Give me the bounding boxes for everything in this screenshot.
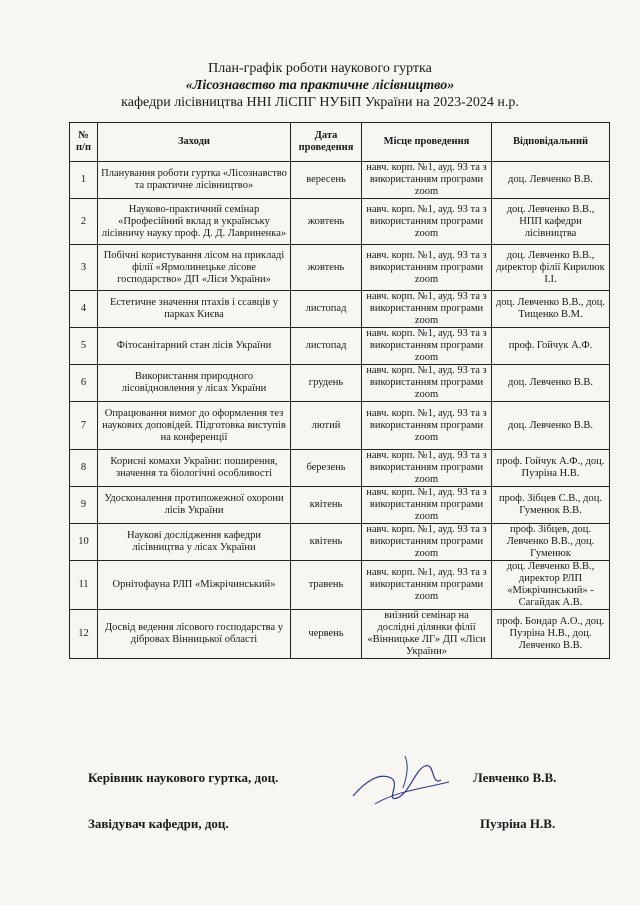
table-row <box>70 524 610 561</box>
head-name: Левченко В.В. <box>473 770 557 785</box>
row-responsible: доц. Левченко В.В. <box>492 162 610 199</box>
row-responsible: доц. Левченко В.В., директор РЛП «Міжрічинський» - Сагайдак А.В. <box>492 561 610 610</box>
row-date: листопад <box>291 291 362 328</box>
row-number: 10 <box>70 524 98 561</box>
table-row <box>70 199 610 245</box>
row-date: квітень <box>291 487 362 524</box>
row-event: Науково-практичний семінар «Професійний вклад в українську лісівничу науку проф. Д. Д. Лавриненка» <box>98 199 291 245</box>
row-place: навч. корп. №1, ауд. 93 та з використанням програми zoom <box>362 199 492 245</box>
title-line-2: «Лісознавство та практичне лісівництво» <box>185 78 455 93</box>
title-line-1: План-графік роботи наукового гуртка <box>208 61 432 76</box>
row-date: листопад <box>291 328 362 365</box>
handwritten-signature <box>345 752 455 812</box>
table-row <box>70 487 610 524</box>
row-event: Використання природного лісовідновлення у лісах України <box>98 365 291 402</box>
row-number: 3 <box>70 245 98 291</box>
column-header-place: Місце проведення <box>362 123 492 162</box>
table-header-row <box>70 123 610 162</box>
row-responsible: проф. Гойчук А.Ф., доц. Пузріна Н.В. <box>492 450 610 487</box>
table-row <box>70 291 610 328</box>
row-responsible: проф. Зібцев С.В., доц. Гуменюк В.В. <box>492 487 610 524</box>
row-date: березень <box>291 450 362 487</box>
row-place: навч. корп. №1, ауд. 93 та з використанням програми zoom <box>362 328 492 365</box>
row-number: 7 <box>70 402 98 450</box>
table-row <box>70 610 610 659</box>
table-row <box>70 450 610 487</box>
row-date: жовтень <box>291 199 362 245</box>
row-responsible: доц. Левченко В.В., директор філії Кирилюк І.І. <box>492 245 610 291</box>
row-responsible: проф. Бондар А.О., доц. Пузріна Н.В., доц. Левченко В.В. <box>492 610 610 659</box>
head-title: Керівник наукового гуртка, доц. <box>88 770 279 785</box>
row-date: лютий <box>291 402 362 450</box>
row-place: навч. корп. №1, ауд. 93 та з використанням програми zoom <box>362 450 492 487</box>
row-date: травень <box>291 561 362 610</box>
row-date: вересень <box>291 162 362 199</box>
chair-name: Пузріна Н.В. <box>480 816 556 831</box>
row-event: Побічні користування лісом на прикладі філії «Ярмолинецьке лісове господарство» ДП «Ліси України» <box>98 245 291 291</box>
row-event: Фітосанітарний стан лісів України <box>98 328 291 365</box>
row-date: грудень <box>291 365 362 402</box>
row-place: навч. корп. №1, ауд. 93 та з використанням програми zoom <box>362 162 492 199</box>
title-line-3: кафедри лісівництва ННІ ЛіСПГ НУБіП України на 2023-2024 н.р. <box>121 95 519 110</box>
table-row <box>70 561 610 610</box>
row-number: 12 <box>70 610 98 659</box>
row-date: жовтень <box>291 245 362 291</box>
schedule-table <box>69 122 610 659</box>
row-responsible: проф. Гойчук А.Ф. <box>492 328 610 365</box>
column-header-number: № п/п <box>70 123 98 162</box>
column-header-responsible: Відповідальний <box>492 123 610 162</box>
row-number: 11 <box>70 561 98 610</box>
row-event: Естетичне значення птахів і ссавців у парках Києва <box>98 291 291 328</box>
row-place: навч. корп. №1, ауд. 93 та з використанням програми zoom <box>362 402 492 450</box>
table-row <box>70 162 610 199</box>
row-place: навч. корп. №1, ауд. 93 та з використанням програми zoom <box>362 561 492 610</box>
row-event: Наукові дослідження кафедри лісівництва у лісах України <box>98 524 291 561</box>
column-header-event: Заходи <box>98 123 291 162</box>
row-number: 1 <box>70 162 98 199</box>
row-event: Планування роботи гуртка «Лісознавство та практичне лісівництво» <box>98 162 291 199</box>
row-place: навч. корп. №1, ауд. 93 та з використанням програми zoom <box>362 524 492 561</box>
row-place: навч. корп. №1, ауд. 93 та з використанням програми zoom <box>362 487 492 524</box>
row-date: червень <box>291 610 362 659</box>
row-place: виїзний семінар на дослідні ділянки філії «Вінницьке ЛГ» ДП «Ліси України» <box>362 610 492 659</box>
row-responsible: доц. Левченко В.В. <box>492 402 610 450</box>
row-date: квітень <box>291 524 362 561</box>
row-number: 5 <box>70 328 98 365</box>
table-row <box>70 402 610 450</box>
column-header-date: Дата проведення <box>291 123 362 162</box>
row-place: навч. корп. №1, ауд. 93 та з використанням програми zoom <box>362 365 492 402</box>
row-number: 4 <box>70 291 98 328</box>
row-event: Опрацювання вимог до оформлення тез наукових доповідей. Підготовка виступів на конференції <box>98 402 291 450</box>
table-row <box>70 328 610 365</box>
row-responsible: проф. Зібцев, доц. Левченко В.В., доц. Гуменюк <box>492 524 610 561</box>
row-event: Орнітофауна РЛП «Міжрічинський» <box>98 561 291 610</box>
row-number: 8 <box>70 450 98 487</box>
row-responsible: доц. Левченко В.В., доц. Тищенко В.М. <box>492 291 610 328</box>
table-row <box>70 245 610 291</box>
row-responsible: доц. Левченко В.В., НПП кафедри лісівництва <box>492 199 610 245</box>
document-title <box>0 60 640 111</box>
row-number: 9 <box>70 487 98 524</box>
row-number: 2 <box>70 199 98 245</box>
row-event: Удосконалення протипожежної охорони лісів України <box>98 487 291 524</box>
table-row <box>70 365 610 402</box>
row-place: навч. корп. №1, ауд. 93 та з використанням програми zoom <box>362 245 492 291</box>
row-place: навч. корп. №1, ауд. 93 та з використанням програми zoom <box>362 291 492 328</box>
row-responsible: доц. Левченко В.В. <box>492 365 610 402</box>
row-number: 6 <box>70 365 98 402</box>
row-event: Досвід ведення лісового господарства у дібровах Вінницької області <box>98 610 291 659</box>
chair-title: Завідувач кафедри, доц. <box>88 816 229 831</box>
row-event: Корисні комахи України: поширення, значення та біологічні особливості <box>98 450 291 487</box>
